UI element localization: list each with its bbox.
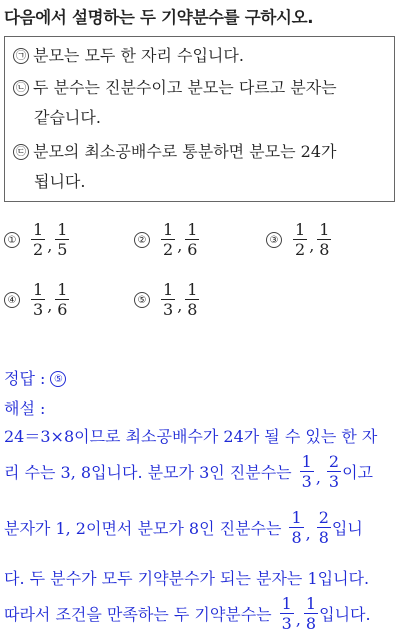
option-5[interactable]: ⑤ $\frac{1}{3}$ , $\frac{1}{8}$ xyxy=(134,280,200,319)
option-number: ⑤ xyxy=(134,292,150,308)
condition-2-cont: 같습니다. xyxy=(34,108,101,127)
fraction: $\frac{1}{3}$ xyxy=(301,452,312,491)
conditions-box xyxy=(4,36,395,202)
fraction: $\frac{1}{2}$ xyxy=(33,220,44,259)
explanation-text: 따라서 조건을 만족하는 두 기약분수는 xyxy=(4,605,272,624)
condition-marker: ㉠ xyxy=(13,48,29,64)
explanation-line-1: 24＝3×8이므로 최소공배수가 24가 될 수 있는 한 자 xyxy=(4,427,378,446)
condition-text: 분모는 모두 한 자리 수입니다. xyxy=(33,46,244,65)
explanation-text: 입니다. xyxy=(319,605,371,624)
option-number: ① xyxy=(4,232,20,248)
condition-marker: ㉡ xyxy=(13,80,29,96)
condition-text: 두 분수는 진분수이고 분모는 다르고 분자는 xyxy=(33,78,337,97)
option-3[interactable]: ③ $\frac{1}{2}$ , $\frac{1}{8}$ xyxy=(266,220,332,259)
fraction: $\frac{1}{5}$ xyxy=(57,220,68,259)
answer-value: ⑤ xyxy=(50,371,66,387)
explanation-line-3: 분자가 1, 2이면서 분모가 8인 진분수는 $\frac{1}{8}$ , $\frac{2}{8}$ 입니 xyxy=(4,508,363,547)
fraction: $\frac{1}{8}$ xyxy=(187,280,198,319)
explanation-line-5: 따라서 조건을 만족하는 두 기약분수는 $\frac{1}{3}$ , $\frac{1}{8}$ 입니다. xyxy=(4,594,371,633)
fraction: $\frac{2}{3}$ xyxy=(328,452,340,491)
condition-3-cont: 됩니다. xyxy=(34,172,86,191)
condition-marker: ㉢ xyxy=(13,144,29,160)
condition-1 xyxy=(13,43,244,69)
fraction: $\frac{1}{3}$ xyxy=(281,594,292,633)
question-text: 다음에서 설명하는 두 기약분수를 구하시오. xyxy=(4,8,314,27)
explanation-text: 이고 xyxy=(342,463,374,482)
condition-3 xyxy=(13,139,336,165)
fraction: $\frac{1}{3}$ xyxy=(33,280,44,319)
explanation-line-4: 다. 두 분수가 모두 기약분수가 되는 분자는 1입니다. xyxy=(4,569,370,588)
fraction: $\frac{1}{2}$ xyxy=(163,220,174,259)
explanation-line-2: 리 수는 3, 8입니다. 분모가 3인 진분수는 $\frac{1}{3}$ , $\frac{2}{3}$ 이고 xyxy=(4,452,374,491)
explanation-text: 입니 xyxy=(331,519,363,538)
option-number: ③ xyxy=(266,232,282,248)
fraction: $\frac{1}{6}$ xyxy=(187,220,198,259)
fraction: $\frac{1}{8}$ xyxy=(319,220,330,259)
condition-text: 분모의 최소공배수로 통분하면 분모는 24가 xyxy=(33,142,337,161)
option-2[interactable]: ② $\frac{1}{2}$ , $\frac{1}{6}$ xyxy=(134,220,200,259)
option-number: ② xyxy=(134,232,150,248)
explanation-text: 분자가 1, 2이면서 분모가 8인 진분수는 xyxy=(4,519,282,538)
fraction: $\frac{1}{6}$ xyxy=(57,280,68,319)
condition-2 xyxy=(13,75,337,101)
explanation-text: 리 수는 3, 8입니다. 분모가 3인 진분수는 xyxy=(4,463,292,482)
answer-label: 정답 : xyxy=(4,369,46,388)
option-number: ④ xyxy=(4,292,20,308)
answer-line xyxy=(4,366,66,389)
option-1[interactable]: ① $\frac{1}{2}$ , $\frac{1}{5}$ xyxy=(4,220,70,259)
explanation-label: 해설 : xyxy=(4,399,46,418)
option-4[interactable]: ④ $\frac{1}{3}$ , $\frac{1}{6}$ xyxy=(4,280,70,319)
fraction: $\frac{1}{3}$ xyxy=(163,280,174,319)
fraction: $\frac{1}{8}$ xyxy=(305,594,317,633)
fraction: $\frac{1}{8}$ xyxy=(291,508,302,547)
fraction: $\frac{1}{2}$ xyxy=(295,220,306,259)
fraction: $\frac{2}{8}$ xyxy=(318,508,329,547)
